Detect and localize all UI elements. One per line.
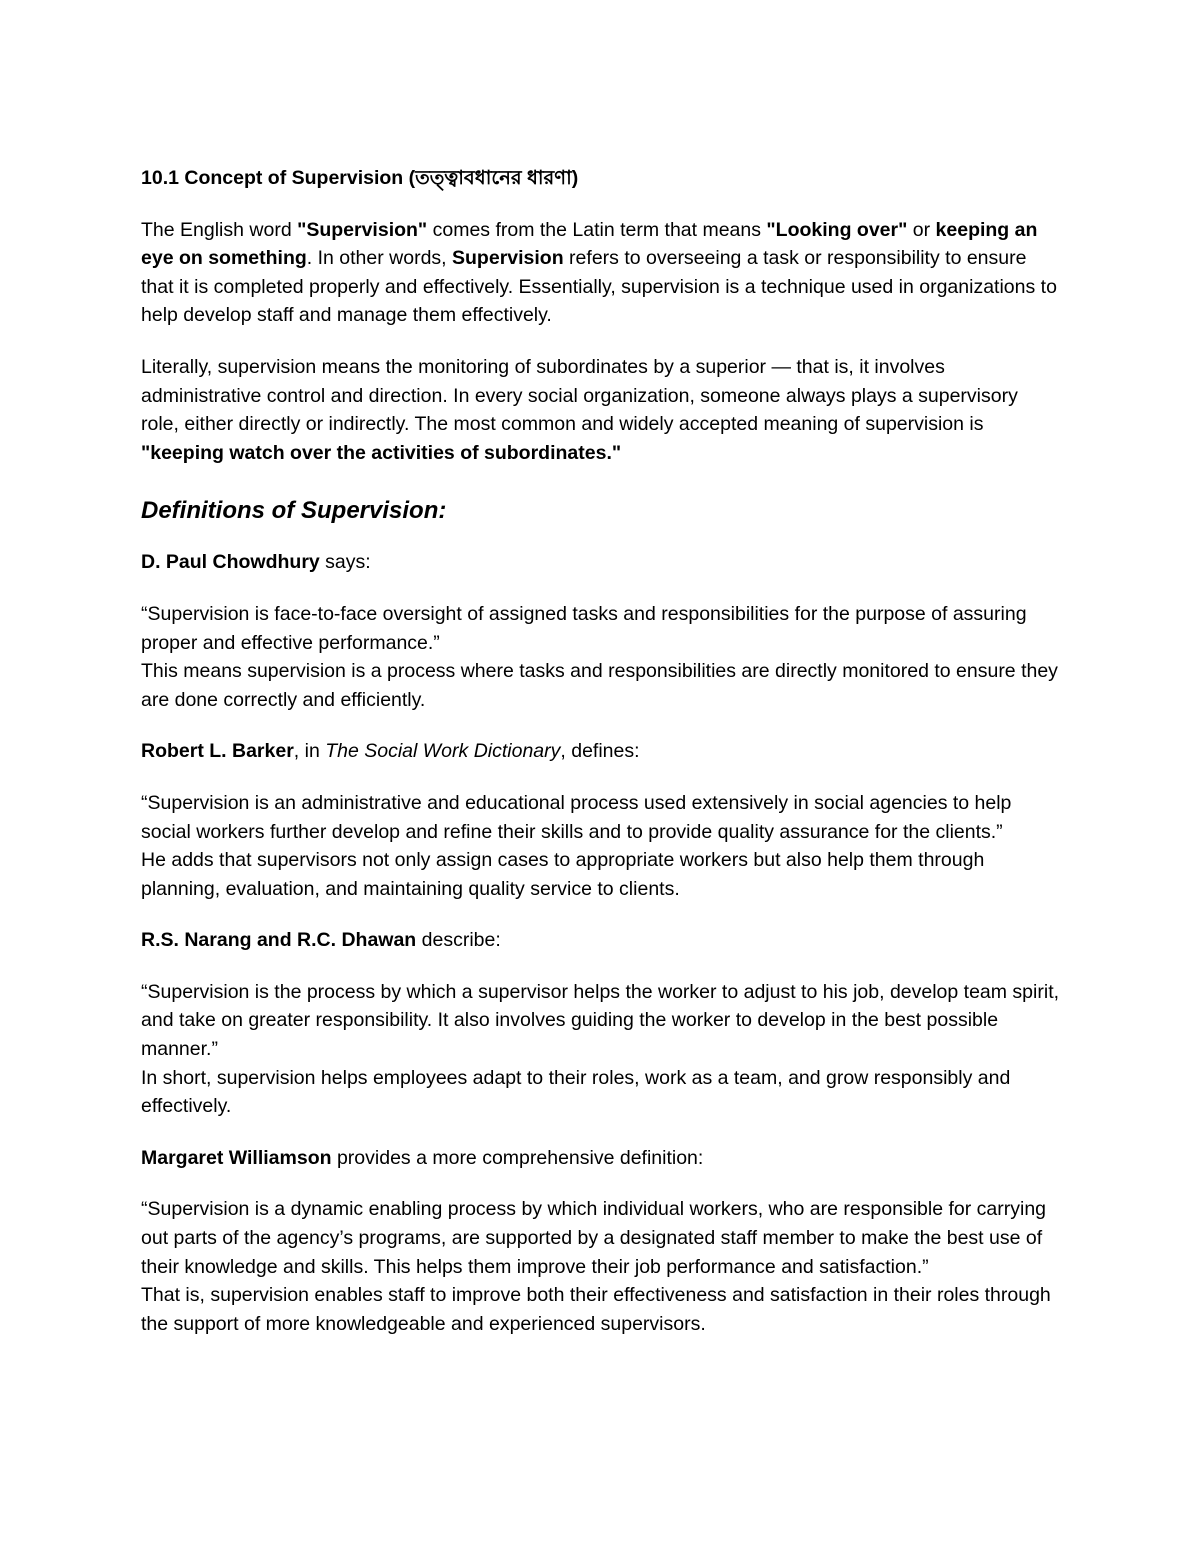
section-title: 10.1 Concept of Supervision (তত্ত্বাবধানের ধারণা) [141,167,579,189]
intro-p1-text-3: or [907,218,936,241]
term-supervision: "Supervision" [297,218,428,241]
definition-3-intro [141,926,1061,955]
definition-2-intro [141,737,1061,766]
definition-3-intro-suffix: describe: [416,929,501,952]
definition-2-author: Robert L. Barker [141,740,294,763]
definition-4-author: Margaret Williamson [141,1146,332,1169]
definition-3-explanation: In short, supervision helps employees adapt to their roles, work as a team, and grow responsibly and effectively. [141,1066,1011,1118]
term-keeping-an-eye: keeping an eye on something [141,218,1038,270]
intro-p1-text-4: . In other words, [306,247,453,270]
definition-2-intro-suffix: , defines: [560,740,640,763]
definition-1-intro-suffix: says: [319,551,371,574]
definition-2-body [141,789,1061,903]
definition-2-quote: “Supervision is an administrative and educational process used extensively in social agencies to help social workers further develop and refine their skills and to provide quality assurance for the clients.” [141,791,1012,843]
definition-3-quote: “Supervision is the process by which a supervisor helps the worker to adjust to his job, develop team spirit, and take on greater responsibility. It also involves guiding the worker to develop in the best possible manner.” [141,980,1060,1061]
definition-2-intro-mid: , in [293,740,326,763]
definition-4-explanation: That is, supervision enables staff to improve both their effectiveness and satisfaction in their roles through the support of more knowledgeable and experienced supervisors. [141,1284,1051,1335]
term-keeping-watch: "keeping watch over the activities of subordinates." [141,441,622,464]
term-looking-over: "Looking over" [766,218,908,241]
definition-4-intro-suffix: provides a more comprehensive definition: [331,1146,704,1169]
term-supervision-2: Supervision [452,247,564,270]
intro-paragraph-2 [141,353,1061,467]
intro-p1-text-2: comes from the Latin term that means [427,218,767,241]
intro-p2-text-1: Literally, supervision means the monitoring of subordinates by a superior — that is, it involves administrative control and direction. In every social organization, someone always plays a supervisory role, either directly or indirectly. The most common and widely accepted meaning of supervision is [141,355,1018,436]
definitions-heading: Definitions of Supervision: [141,497,447,525]
intro-p1-text-5: refers to overseeing a task or responsibility to ensure that it is completed properly and effectively. Essentially, supervision is a technique used in organizations to help develop staff and manage them effectively. [141,247,1057,327]
definition-3-body [141,978,1061,1121]
intro-paragraph-1 [141,216,1061,330]
definition-1-author: D. Paul Chowdhury [141,551,320,574]
definition-1-quote: “Supervision is face-to-face oversight of assigned tasks and responsibilities for the purpose of assuring proper and effective performance.” [141,602,1027,654]
definition-2-explanation: He adds that supervisors not only assign cases to appropriate workers but also help them through planning, evaluation, and maintaining quality service to clients. [141,849,985,900]
document-page [141,164,1061,1338]
definition-4-intro [141,1144,1061,1173]
definition-2-source: The Social Work Dictionary [325,740,561,763]
definition-1-body [141,600,1061,714]
intro-p1-text-1: The English word [141,218,298,241]
definition-4-body [141,1195,1061,1338]
definition-1-intro [141,548,1061,577]
definition-4-quote: “Supervision is a dynamic enabling process by which individual workers, who are responsible for carrying out parts of the agency’s programs, are supported by a designated staff member to make the best use of their knowledge and skills. This helps them improve their job performance and satisfaction.” [141,1198,1047,1278]
definition-3-author: R.S. Narang and R.C. Dhawan [141,929,417,952]
definition-1-explanation: This means supervision is a process where tasks and responsibilities are directly monitored to ensure they are done correctly and efficiently. [141,660,1058,711]
